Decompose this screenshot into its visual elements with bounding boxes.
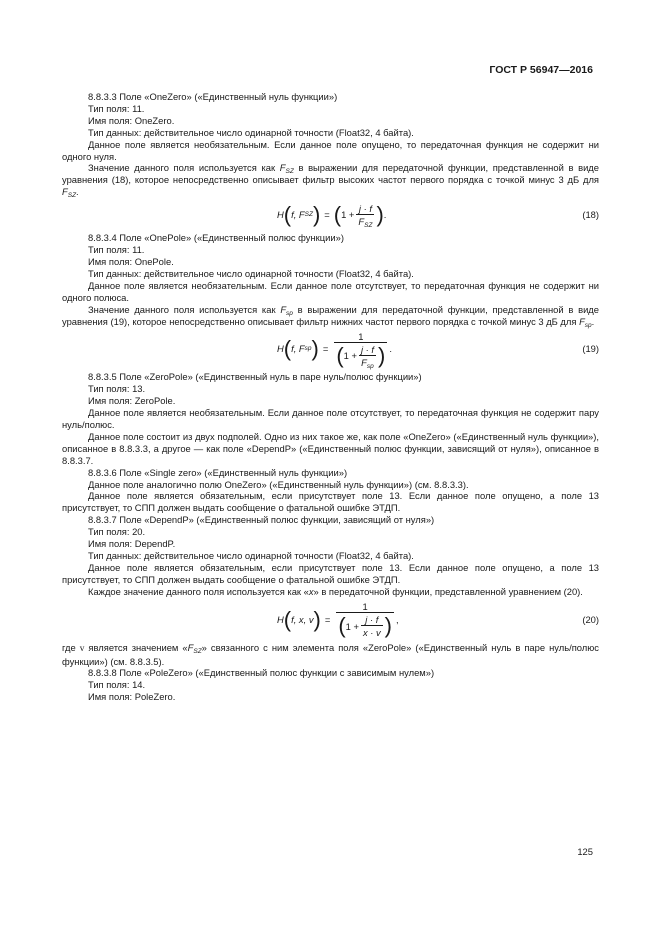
- field-type: Тип поля: 11.: [88, 102, 145, 114]
- field-type: Тип поля: 14.: [88, 679, 146, 691]
- field-name: Имя поля: ZeroPole.: [88, 395, 176, 407]
- field-value-text: Значение данного поля используется как $F_{sp}$ в выражении для передаточной функции, представленной в виде уравнения (19), которое непосредственно описывает фильтр нижних частот первого порядка с точкой минус 3 дБ для $F_{sp}$.: [62, 303, 599, 329]
- field-optional-text: Данное поле является необязательным. Если данное поле отсутствует, то передаточная функция не содержит ни одного полюса.: [62, 279, 599, 303]
- section-title-dependp: 8.8.3.7 Поле «DependP» («Единственный полюс функции, зависящий от нуля»): [88, 514, 435, 526]
- section-title-onepole: 8.8.3.4 Поле «OnePole» («Единственный полюс функции»): [88, 232, 344, 244]
- field-required-text: Данное поле является обязательным, если присутствует поле 13. Если данное поле опущено, а поле 13 присутствует, то СПП должен выдать сообщение о фатальной ошибке ЭТДП.: [62, 490, 599, 514]
- equation-19: H ( f, F sp ) = 1 ( 1 + $\frac{j \cdot f}{F_{sp}}$ ) . (19): [277, 330, 599, 370]
- section-title-single-zero: 8.8.3.6 Поле «Single zero» («Единственный нуль функции»): [88, 466, 348, 478]
- field-name: Имя поля: OneZero.: [88, 114, 175, 126]
- field-type: Тип поля: 20.: [88, 526, 146, 538]
- field-data-type: Тип данных: действительное число одинарной точности (Float32, 4 байта).: [88, 267, 414, 279]
- section-title-zeropole: 8.8.3.5 Поле «ZeroPole» («Единственный нуль в паре нуль/полюс функции»): [88, 371, 422, 383]
- field-value-text: Каждое значение данного поля используется как «x» в передаточной функции, представленной уравнением (20).: [88, 585, 583, 597]
- field-data-type: Тип данных: действительное число одинарной точности (Float32, 4 байта).: [88, 126, 414, 138]
- where-clause: где v является значением «$F_{SZ}$» связанного с ним элемента поля «ZeroPole» («Единственный нуль в паре нуль/полюс функции») (см. 8.8.3.5).: [62, 641, 599, 667]
- field-name: Имя поля: DependP.: [88, 538, 176, 550]
- page-content: [62, 91, 599, 703]
- equation-number: (20): [582, 613, 599, 625]
- field-description: Данное поле состоит из двух подполей. Одно из них такое же, как поле «OneZero» («Единственный нуль функции»), описанное в 8.8.3.3, а другое — как поле «DependP» («Единственный полюс функции, зависящий от нуля»), описанное в 8.8.3.7.: [62, 430, 599, 466]
- page-number: 125: [577, 846, 593, 857]
- section-title-polezero: 8.8.3.8 Поле «PoleZero» («Единственный полюс функции с зависимым нулем»): [88, 667, 435, 679]
- field-name: Имя поля: OnePole.: [88, 255, 174, 267]
- field-same-as-text: Данное поле аналогично полю OneZero» («Единственный нуль функции») (см. 8.8.3.3).: [88, 478, 469, 490]
- field-optional-text: Данное поле является необязательным. Если данное поле отсутствует, то передаточная функция не содержит пару нуль/полюс.: [62, 407, 599, 431]
- equation-18: H ( f, F SZ ) = ( 1 + $\frac{j \cdot f}{F_{SZ}}$ ) . (18): [277, 202, 599, 230]
- field-value-text: Значение данного поля используется как $F_{SZ}$ в выражении для передаточной функции, представленной в виде уравнения (18), которое непосредственно описывает фильтр высоких частот первого порядка с точкой минус 3 дБ для $F_{SZ}$.: [62, 162, 599, 200]
- field-type: Тип поля: 11.: [88, 244, 145, 256]
- section-title-onezero: 8.8.3.3 Поле «OneZero» («Единственный нуль функции»): [88, 91, 338, 102]
- equation-20: H ( f, x, v ) = 1 ( 1 + $\frac{j \cdot f}{x \cdot v}$ ) , (20): [277, 601, 599, 639]
- field-name: Имя поля: PoleZero.: [88, 691, 176, 703]
- equation-number: (18): [582, 209, 599, 221]
- equation-number: (19): [582, 343, 599, 355]
- document-header: ГОСТ Р 56947—2016: [489, 64, 593, 76]
- field-data-type: Тип данных: действительное число одинарной точности (Float32, 4 байта).: [88, 550, 414, 561]
- field-required-text: Данное поле является обязательным, если присутствует поле 13. Если данное поле опущено, а поле 13 присутствует, то СПП должен выдать сообщение о фатальной ошибке ЭТДП.: [62, 561, 599, 585]
- field-type: Тип поля: 13.: [88, 383, 146, 395]
- field-optional-text: Данное поле является необязательным. Если данное поле опущено, то передаточная функция не содержит ни одного нуля.: [62, 138, 599, 162]
